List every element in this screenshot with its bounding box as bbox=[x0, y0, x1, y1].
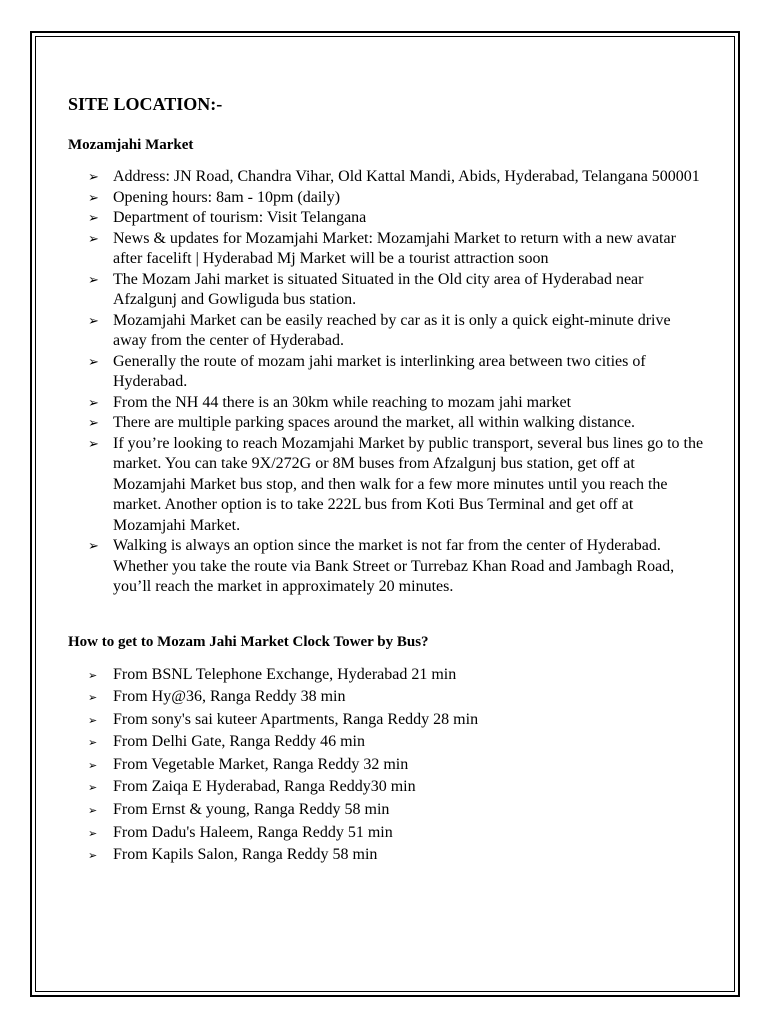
list-item bbox=[88, 208, 708, 229]
list-item bbox=[88, 754, 708, 777]
list-item bbox=[88, 229, 708, 270]
list-item-text: The Mozam Jahi market is situated Situated in the Old city area of Hyderabad near Afzalgunj and Gowliguda bus station. bbox=[113, 270, 644, 308]
list-item-text: From Ernst & young, Ranga Reddy 58 min bbox=[113, 801, 390, 819]
list-item-text: There are multiple parking spaces around the market, all within walking distance. bbox=[113, 414, 636, 431]
list-item bbox=[88, 434, 708, 537]
list-item-text: Mozamjahi Market can be easily reached by car as it is only a quick eight-minute drive away from the center of Hyderabad. bbox=[113, 311, 671, 349]
list-item bbox=[88, 844, 708, 867]
list-item-text: If you’re looking to reach Mozamjahi Market by public transport, several bus lines go to the market. You can take 9X/272G or 8M buses from Afzalgunj bus station, get off at Mozamjahi Market bus stop, and then walk for a few more minutes until you reach the market. Another option is to take 222L bus from Koti Bus Terminal and get off at Mozamjahi Market. bbox=[113, 434, 704, 534]
list-item-text: From Dadu's Haleem, Ranga Reddy 51 min bbox=[113, 823, 393, 841]
arrow-bullet-icon: ➢ bbox=[88, 669, 98, 682]
list-item bbox=[88, 413, 708, 434]
list-item-text: From Vegetable Market, Ranga Reddy 32 min bbox=[113, 755, 409, 773]
arrow-bullet-icon: ➢ bbox=[88, 850, 98, 863]
list-item-text: Address: JN Road, Chandra Vihar, Old Kattal Mandi, Abids, Hyderabad, Telangana 500001 bbox=[113, 168, 700, 185]
arrow-bullet-icon: ➢ bbox=[88, 714, 98, 727]
list-item-text: From Kapils Salon, Ranga Reddy 58 min bbox=[113, 846, 378, 864]
arrow-bullet-icon: ➢ bbox=[88, 538, 99, 553]
arrow-bullet-icon: ➢ bbox=[88, 805, 98, 818]
arrow-bullet-icon: ➢ bbox=[88, 189, 99, 205]
list-item-text: Generally the route of mozam jahi market is interlinking area between two cities of Hyderabad. bbox=[113, 352, 646, 390]
list-item-text: From Zaiqa E Hyderabad, Ranga Reddy30 min bbox=[113, 778, 416, 796]
arrow-bullet-icon: ➢ bbox=[88, 210, 99, 225]
bus-routes-list bbox=[88, 664, 708, 867]
section-title: SITE LOCATION:- bbox=[68, 94, 223, 114]
list-item bbox=[88, 799, 708, 822]
list-item-text: From BSNL Telephone Exchange, Hyderabad 21 min bbox=[113, 665, 457, 683]
arrow-bullet-icon: ➢ bbox=[88, 759, 98, 772]
arrow-bullet-icon: ➢ bbox=[88, 312, 99, 328]
list-item-text: From the NH 44 there is an 30km while reaching to mozam jahi market bbox=[113, 393, 572, 411]
list-item bbox=[88, 686, 708, 709]
list-item-text: Opening hours: 8am - 10pm (daily) bbox=[113, 188, 341, 206]
arrow-bullet-icon: ➢ bbox=[88, 353, 99, 369]
document-body bbox=[68, 94, 708, 867]
arrow-bullet-icon: ➢ bbox=[88, 394, 99, 410]
arrow-bullet-icon: ➢ bbox=[88, 271, 99, 287]
arrow-bullet-icon: ➢ bbox=[88, 435, 99, 451]
spacer bbox=[68, 598, 708, 634]
arrow-bullet-icon: ➢ bbox=[88, 169, 99, 184]
list-item bbox=[88, 352, 708, 393]
arrow-bullet-icon: ➢ bbox=[88, 415, 99, 430]
list-item-text: From Delhi Gate, Ranga Reddy 46 min bbox=[113, 733, 365, 751]
site-details-list bbox=[88, 167, 708, 598]
bus-heading: How to get to Mozam Jahi Market Clock Tower by Bus? bbox=[68, 633, 429, 650]
list-item-text: Walking is always an option since the market is not far from the center of Hyderabad. Whether you take the route via Bank Street or Turrebaz Khan Road and Jambagh Road, you’ll reach the market in approximately 20 minutes. bbox=[113, 537, 675, 595]
list-item bbox=[88, 664, 708, 687]
list-item bbox=[88, 822, 708, 845]
arrow-bullet-icon: ➢ bbox=[88, 692, 98, 705]
list-item bbox=[88, 536, 708, 598]
arrow-bullet-icon: ➢ bbox=[88, 230, 99, 246]
list-item-text: Department of tourism: Visit Telangana bbox=[113, 209, 367, 226]
list-item bbox=[88, 731, 708, 754]
list-item-text: News & updates for Mozamjahi Market: Mozamjahi Market to return with a new avatar after facelift | Hyderabad Mj Market will be a tourist attraction soon bbox=[113, 229, 676, 267]
list-item-text: From Hy@36, Ranga Reddy 38 min bbox=[113, 688, 346, 706]
list-item bbox=[88, 311, 708, 352]
list-item bbox=[88, 393, 708, 414]
list-item bbox=[88, 188, 708, 209]
list-item bbox=[88, 776, 708, 799]
list-item bbox=[88, 270, 708, 311]
list-item-text: From sony's sai kuteer Apartments, Ranga Reddy 28 min bbox=[113, 710, 479, 728]
arrow-bullet-icon: ➢ bbox=[88, 737, 98, 750]
list-item bbox=[88, 709, 708, 732]
market-heading: Mozamjahi Market bbox=[68, 137, 194, 153]
list-item bbox=[88, 167, 708, 188]
arrow-bullet-icon: ➢ bbox=[88, 782, 98, 795]
arrow-bullet-icon: ➢ bbox=[88, 827, 98, 840]
